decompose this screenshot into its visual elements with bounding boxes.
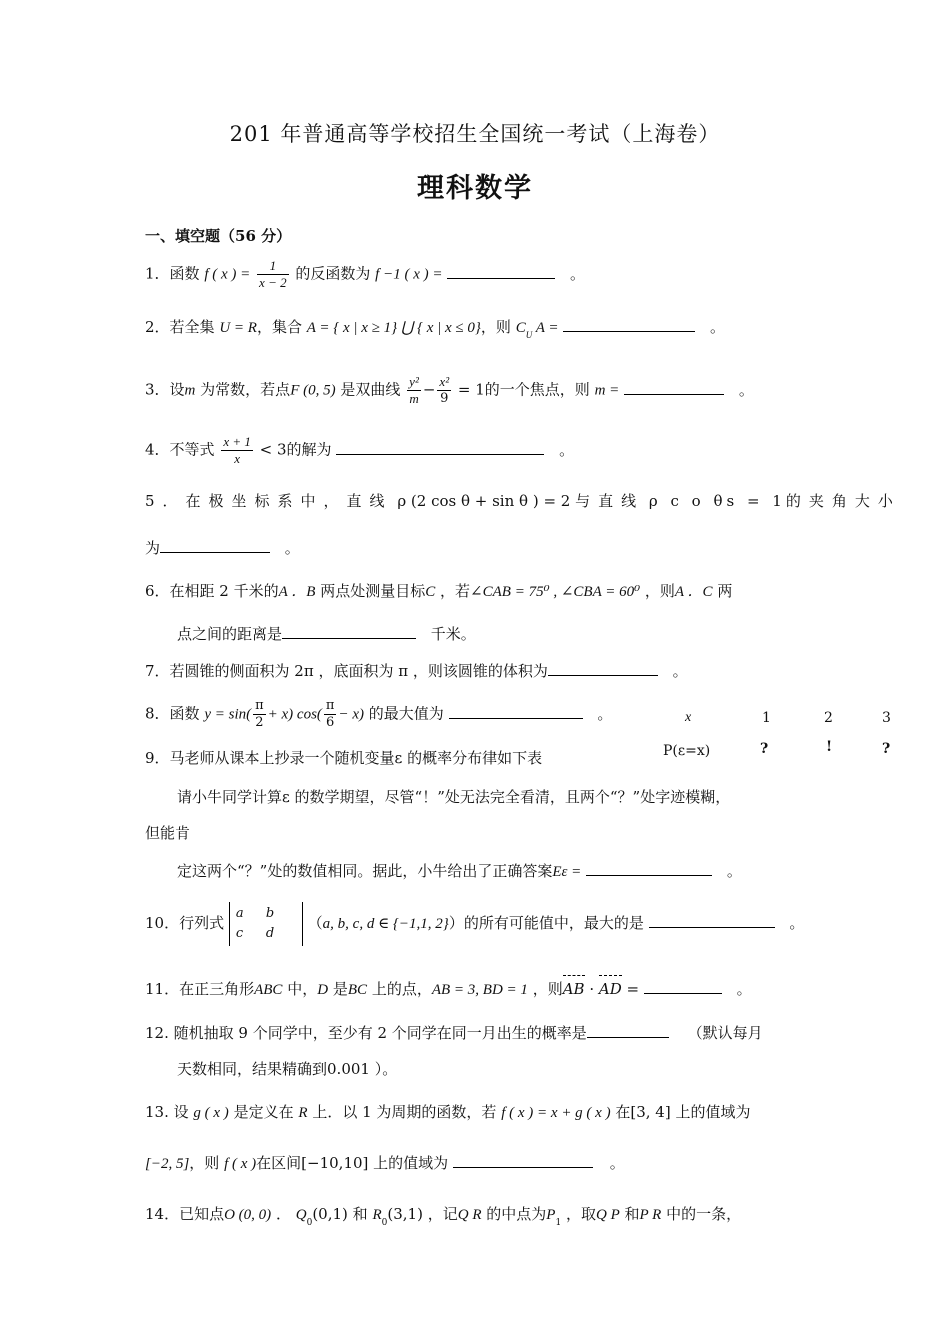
- section-heading: 一、填空题（56 分）: [145, 227, 292, 245]
- answer-blank[interactable]: [624, 379, 724, 395]
- answer-blank[interactable]: [587, 1022, 669, 1038]
- question-8: 8．函数 y = sin( $\frac{\pi}{2}$ + x) cos( $\frac{\pi}{6}$ − x) 的最大值为 。: [145, 698, 613, 730]
- answer-blank[interactable]: [548, 660, 658, 676]
- answer-blank[interactable]: [282, 623, 416, 639]
- answer-blank[interactable]: [644, 978, 722, 994]
- fraction: $\frac{1}{x - 2}$: [259, 258, 287, 290]
- exam-subject: 理科数学: [417, 173, 533, 204]
- answer-blank[interactable]: [449, 703, 583, 719]
- question-10: 10．行列式 a b c d （a, b, c, d ∈ {−1,1, 2}）的所有可能值中，最大的是 。: [145, 902, 804, 946]
- question-12-cont: 天数相同，结果精确到0.001 ）。: [177, 1060, 398, 1078]
- exam-title: 201 年普通高等学校招生全国统一考试（上海卷）: [229, 122, 721, 146]
- answer-blank[interactable]: [160, 537, 270, 553]
- question-9-line2: 请小牛同学计算ε 的数学期望，尽管“！”处无法完全看清，且两个“？”处字迹模糊，: [177, 788, 731, 806]
- question-7: 7．若圆锥的侧面积为 2π ，底面积为 π ，则该圆锥的体积为 。: [145, 662, 688, 680]
- question-6-cont: 点之间的距离是 千米。: [177, 625, 476, 643]
- question-3: 3．设m 为常数，若点F (0, 5) 是双曲线 $\frac{\text{y²}}{m}$ − $\frac{\text{x²}}{9}$ = 1的一个焦点，则 m = 。: [145, 374, 754, 406]
- question-14: 14．已知点O (0, 0) ． $Q_0(0,1)$ 和 $R_0(3,1)$ ，记Q R 的中点为$P_1$ ，取Q P 和P R 中的一条，: [145, 1205, 742, 1228]
- answer-blank[interactable]: [447, 263, 555, 279]
- question-9-line3: 但能肯: [145, 824, 191, 842]
- question-4: 4．不等式 $\frac{x + 1}{x}$ < 3的解为 。: [145, 434, 575, 466]
- question-9-line4: 定这两个“？”处的数值相同。据此，小牛给出了正确答案Eε = 。: [177, 862, 742, 880]
- question-11: 11．在正三角形ABC 中，D 是BC 上的点，AB = 3, BD = 1 ，则AB · AD = 。: [145, 980, 752, 998]
- question-2: 2．若全集 U = R，集合 A = { x | x ≥ 1} ⋃ { x | x ≤ 0}，则 $C_U$ A = 。: [145, 318, 726, 340]
- question-9: 9．马老师从课本上抄录一个随机变量ε 的概率分布律如下表: [145, 749, 543, 767]
- question-12: 12. 随机抽取 9 个同学中，至少有 2 个同学在同一月出生的概率是 （默认每月: [145, 1024, 763, 1042]
- question-13: 13. 设 g ( x ) 是定义在 R 上．以 1 为周期的函数，若 f ( x ) = x + g ( x ) 在[3, 4] 上的值域为: [145, 1103, 751, 1121]
- determinant: a b c d: [229, 902, 303, 946]
- question-1: 1．函数 f ( x ) = $\frac{1}{x - 2}$ 的反函数为 f −1 ( x ) = 。: [145, 258, 586, 290]
- answer-blank[interactable]: [336, 439, 544, 455]
- answer-blank[interactable]: [453, 1152, 593, 1168]
- question-5: 5．在极坐标系中，直线 ρ (2 cos θ + sin θ ) = 2 与直线 ρ c o θs = 1的夹角大小: [145, 492, 901, 510]
- answer-blank[interactable]: [586, 860, 712, 876]
- question-6: 6．在相距 2 千米的A ．B 两点处测量目标C ，若∠CAB = 75⁰ , ∠CBA = 60⁰ ，则A ．C 两: [145, 582, 733, 600]
- answer-blank[interactable]: [649, 912, 775, 928]
- question-13-cont: [−2, 5]，则 f ( x )在区间[−10,10] 上的值域为 。: [145, 1154, 625, 1172]
- answer-blank[interactable]: [563, 316, 695, 332]
- question-5-cont: 为 。: [145, 539, 300, 557]
